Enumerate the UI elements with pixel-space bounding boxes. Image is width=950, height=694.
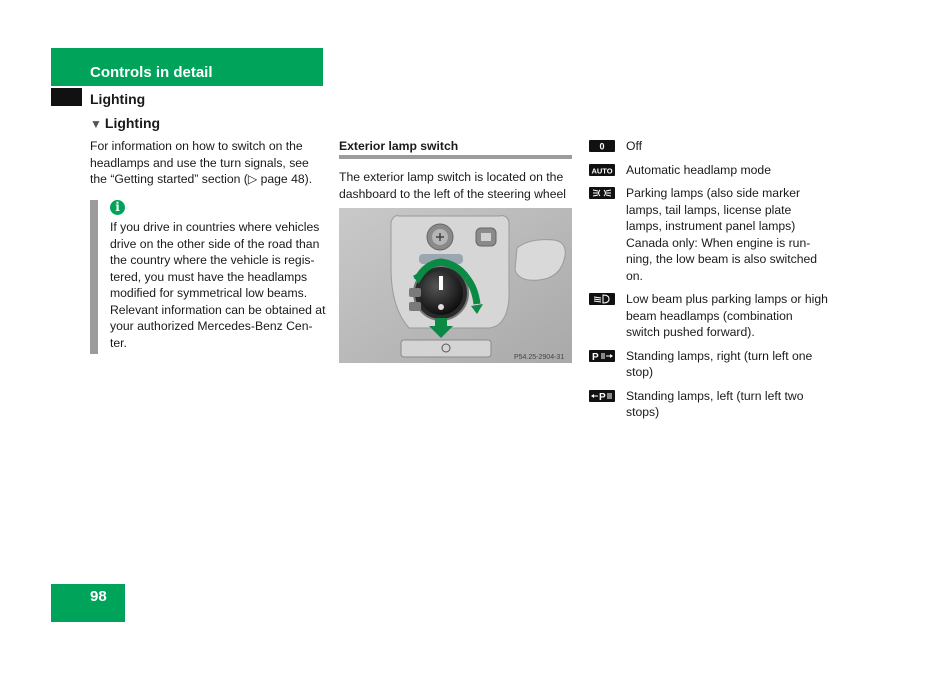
chapter-title: Controls in detail [90, 64, 213, 81]
legend-item-standing-right [589, 348, 829, 381]
info-icon: i [110, 200, 125, 215]
info-note-bar [90, 200, 98, 354]
lamp-switch-figure [339, 208, 572, 363]
svg-text:P: P [592, 351, 599, 362]
auto-mode-icon [589, 164, 615, 176]
dashboard-illustration [339, 208, 572, 363]
svg-text:P: P [599, 391, 606, 402]
heading-rule [339, 155, 572, 159]
off-position-icon [589, 140, 615, 152]
intro-paragraph: For information on how to switch on the headlamps and use the turn signals, see the “Getting started” section (▷ page 48). [90, 139, 313, 186]
page-number: 98 [90, 588, 107, 605]
legend-text: Standing lamps, right (turn left one stop) [626, 348, 813, 379]
section-marker [51, 88, 82, 106]
page-subtitle: Lighting [90, 91, 146, 107]
svg-text:0: 0 [599, 141, 605, 152]
info-note-text: If you drive in countries where vehicles drive on the other side of the road than the country where the vehicle is regis-tered, you must have the headlamps modified for symmetrical low beams. Relevant information can be obtained at your authorized Mercedes-Benz Cen-ter. [110, 220, 326, 350]
section-heading-text: Lighting [104, 115, 161, 131]
lamp-switch-heading: Exterior lamp switch [339, 139, 459, 153]
page-number-box [51, 584, 125, 622]
legend-text: Parking lamps (also side marker lamps, tail lamps, license plate lamps, instrument panel lamps) Canada only: When engine is run-ning, the low beam is also switched on. [626, 186, 818, 283]
info-note [90, 200, 326, 354]
legend-text: Automatic headlamp mode [626, 162, 771, 177]
legend-item-standing-left [589, 388, 829, 421]
chapter-header [51, 48, 323, 86]
section-heading [90, 115, 160, 131]
parking-lamps-icon [589, 187, 615, 199]
legend-item-off [589, 138, 829, 155]
legend-item-auto [589, 162, 829, 179]
legend-item-low-beam [589, 291, 829, 341]
lamp-switch-description: The exterior lamp switch is located on the dashboard to the left of the steering wheel [339, 170, 566, 201]
lamp-positions-legend [589, 138, 829, 428]
low-beam-icon [589, 293, 615, 305]
legend-text: Low beam plus parking lamps or high beam headlamps (combination switch pushed forward). [626, 292, 828, 339]
triangle-down-icon: ▼ [90, 117, 102, 131]
legend-text: Off [626, 139, 643, 153]
legend-text: Standing lamps, left (turn left two stops) [626, 388, 804, 419]
svg-text:AUTO: AUTO [591, 166, 613, 175]
figure-code: P54.25-2904-31 [514, 354, 565, 361]
standing-lamps-right-icon [589, 350, 615, 362]
standing-lamps-left-icon [589, 390, 615, 402]
legend-item-parking-lamps [589, 185, 829, 284]
